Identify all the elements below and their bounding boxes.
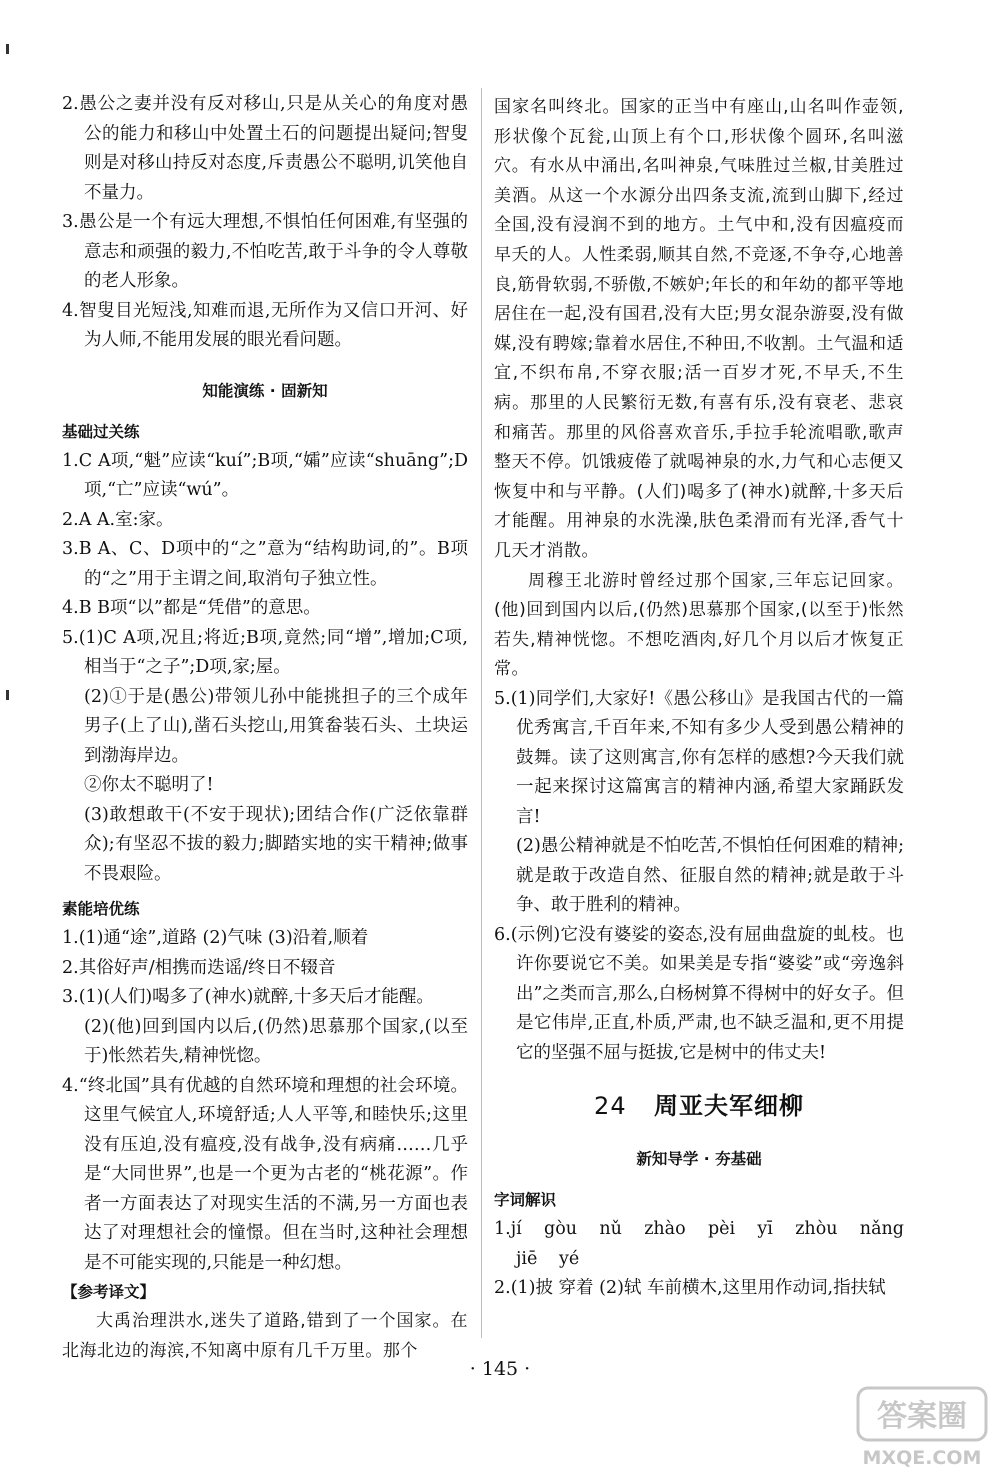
svg-text:MXQE.COM: MXQE.COM: [862, 1447, 982, 1469]
page-number: · 145 ·: [469, 1358, 531, 1380]
basic-answer-5-3: (3)敢想敢干(不安于现状);团结合作(广泛依靠群众);有坚忍不拔的毅力;脚踏实地的实干精神;做事不畏艰险。: [84, 804, 468, 884]
basic-answer-4: 4.B B项“以”都是“凭借”的意思。: [62, 598, 321, 618]
right-column: [494, 93, 904, 1304]
answer-2: 2.愚公之妻并没有反对移山,只是从关心的角度对愚公的能力和移山中处置土石的问题提出疑问;智叟则是对移山持反对态度,斥责愚公不聪明,讥笑他自不量力。: [62, 94, 468, 203]
basic-answer-2: 2.A A.室:家。: [62, 509, 174, 530]
chapter-title: 周亚夫军细柳: [653, 1092, 804, 1121]
left-column: [62, 90, 468, 1366]
column-divider: [481, 88, 482, 1338]
translation-paragraph-2: 周穆王北游时曾经过那个国家,三年忘记回家。(他)回到国内以后,(仍然)思慕那个国家,(以至于)怅然若失,精神恍惚。不想吃酒肉,好几个月以后才恢复正常。: [494, 570, 904, 680]
chapter-heading: [494, 1088, 904, 1124]
basic-answer-5-1: 5.(1)C A项,况且;将近;B项,竟然;同“增”,增加;C项,相当于“之子”;D项,家;屋。: [62, 627, 468, 677]
reference-translation-tag: 【参考译文】: [62, 1283, 156, 1301]
basic-answer-1: 1.C A项,“魁”应读“kuí”;B项,“孀”应读“shuāng”;D项,“亡”应读“wú”。: [62, 450, 468, 500]
answer-5-1: 5.(1)同学们,大家好!《愚公移山》是我国古代的一篇优秀寓言,千百年来,不知有多少人受到愚公精神的鼓舞。读了这则寓言,你有怎样的感想?今天我们就一起来探讨这篇寓言的精神内涵,希望大家踊跃发言!: [494, 688, 904, 827]
answer-3: 3.愚公是一个有远大理想,不惧怕任何困难,有坚强的意志和顽强的毅力,不怕吃苦,敢于斗争的令人尊敬的老人形象。: [62, 212, 468, 291]
translation-paragraph-1: 大禹治理洪水,迷失了道路,错到了一个国家。在北海北边的海滨,不知离中原有几千万里。那个: [62, 1311, 468, 1361]
chapter-number: 24: [594, 1092, 627, 1121]
scan-mark: [6, 690, 9, 700]
advanced-answer-3-2: (2)(他)回到国内以后,(仍然)思慕那个国家,(以至于)怅然若失,精神恍惚。: [84, 1016, 468, 1066]
answer-6: 6.(示例)它没有婆娑的姿态,没有屈曲盘旋的虬枝。也许你要说它不美。如果美是专指“婆娑”或“旁逸斜出”之类而言,那么,白杨树算不得树中的好女子。但是它伟岸,正直,朴质,严肃,也不缺乏温和,更不用提它的坚强不屈与挺拔,它是树中的伟丈夫!: [494, 924, 904, 1063]
advanced-practice-heading: 素能培优练: [62, 900, 140, 918]
basic-answer-3: 3.B A、C、D项中的“之”意为“结构助词,的”。B项的“之”用于主谓之间,取消句子独立性。: [62, 539, 468, 589]
advanced-answer-3-1: 3.(1)(人们)喝多了(神水)就醉,十多天后才能醒。: [62, 987, 434, 1007]
advanced-answer-2: 2.其俗好声/相携而迭谣/终日不辍音: [62, 957, 336, 978]
translation-paragraph-1-continued: 国家名叫终北。国家的正当中有座山,山名叫作壶领,形状像个瓦瓮,山顶上有个口,形状像个圆环,名叫滋穴。有水从中涌出,名叫神泉,气味胜过兰椒,甘美胜过美酒。从这一个水源分出四条支流,流到山脚下,经过全国,没有浸润不到的地方。土气中和,没有因瘟疫而早夭的人。人性柔弱,顺其自然,不竞逐,不争夺,心地善良,筋骨软弱,不骄傲,不嫉妒;年长的和年幼的都平等地居住在一起,没有国君,没有大臣;男女混杂游耍,没有做媒,没有聘嫁;靠着水居住,不种田,不收割。土气温和适宜,不织布帛,不穿衣服;活一百岁才死,不早夭,不生病。那里的人民繁衍无数,有喜有乐,没有衰老、悲哀和痛苦。那里的风俗喜欢音乐,手拉手轮流唱歌,歌声整天不停。饥饿疲倦了就喝神泉的水,力气和心志便又恢复中和与平静。(人们)喝多了(神水)就醉,十多天后才能醒。用神泉的水洗澡,肤色柔滑而有光泽,香气十几天才消散。: [494, 97, 904, 561]
section-title-practice: 知能演练 · 固新知: [202, 381, 328, 400]
svg-text:答案圈: 答案圈: [877, 1399, 967, 1434]
watermark-logo: [852, 1384, 992, 1472]
section-title-new-knowledge: 新知导学 · 夯基础: [636, 1150, 762, 1169]
advanced-answer-1: 1.(1)通“途”,道路 (2)气味 (3)沿着,顺着: [62, 928, 369, 948]
word-answer-2: 2.(1)披 穿着 (2)轼 车前横木,这里用作动词,指扶轼: [494, 1278, 886, 1299]
answer-5-2: (2)愚公精神就是不怕吃苦,不惧怕任何困难的精神;就是敢于改造自然、征服自然的精神;就是敢于斗争、敢于胜利的精神。: [516, 836, 904, 916]
word-explanation-heading: 字词解识: [494, 1191, 557, 1210]
scan-mark: [6, 44, 9, 54]
advanced-answer-4: 4.“终北国”具有优越的自然环境和理想的社会环境。这里气候宜人,环境舒适;人人平等,和睦快乐;这里没有压迫,没有瘟疫,没有战争,没有病痛……几乎是“大同世界”,也是一个更为古老的“桃花源”。作者一方面表达了对现实生活的不满,另一方面也表达了对理想社会的憧憬。但在当时,这种社会理想是不可能实现的,只能是一种幻想。: [62, 1075, 468, 1273]
basic-answer-5-2b: ②你太不聪明了!: [84, 775, 214, 795]
basic-answer-5-2a: (2)①于是(愚公)带领儿孙中能挑担子的三个成年男子(上了山),凿石头挖山,用箕畚装石头、土块运到渤海岸边。: [84, 686, 468, 766]
word-answer-1: 1.jí gòu nǔ zhào pèi yī zhòu nǎng jiē yé: [494, 1219, 904, 1269]
answer-4: 4.智叟目光短浅,知难而退,无所作为又信口开河、好为人师,不能用发展的眼光看问题。: [62, 300, 468, 350]
basic-practice-heading: 基础过关练: [62, 422, 140, 441]
